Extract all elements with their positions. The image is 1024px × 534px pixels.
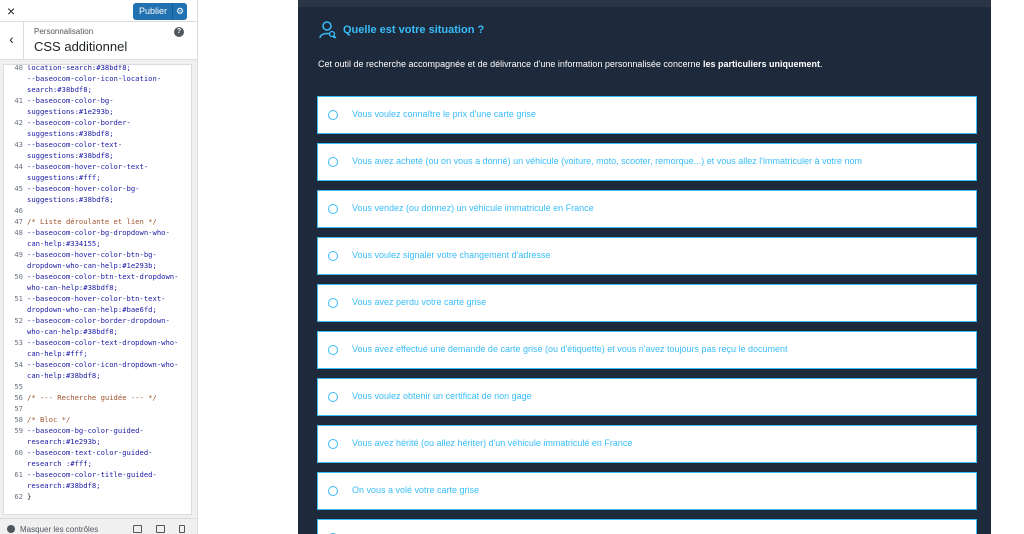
close-icon[interactable]: × [7,3,16,19]
situation-option-label: Vous voulez connaître le prix d'une carte grise [352,109,536,119]
code-text: location-search:#38bdf8; [27,64,131,72]
code-text: suggestions:#1e293b; [27,107,114,116]
line-number: 51 [14,294,23,303]
code-text: --baseocom-color-bg- [27,96,114,105]
situation-option[interactable] [317,96,977,134]
situation-option-label: Vous avez perdu votre carte grise [352,297,487,307]
code-text: suggestions:#38bdf8; [27,195,114,204]
code-text: who-can-help:#38bdf8; [27,283,118,292]
code-text: who-can-help:#38bdf8; [27,327,118,336]
customizer-footer [0,518,198,534]
line-number: 46 [14,206,23,215]
collapse-icon [7,525,15,533]
intro-text-end: . [820,59,823,69]
code-text: --baseocom-hover-color-btn-text- [27,294,166,303]
section-title: CSS additionnel [34,39,128,54]
code-text: --baseocom-hover-color-bg- [27,184,140,193]
situation-option-label: Vous avez acheté (ou on vous a donné) un véhicule (voiture, moto, scooter, remorque...) et vous allez l'immatriculer à votre nom [352,156,862,166]
radio-button[interactable] [328,298,338,308]
code-text: search:#38bdf8; [27,85,92,94]
code-text: --baseocom-text-color-guided- [27,448,153,457]
customizer-sidebar [0,0,198,534]
code-text: --baseocom-color-bg-dropdown-who- [27,228,170,237]
situation-title: Quelle est votre situation ? [343,24,485,36]
situation-option[interactable] [317,190,977,228]
situation-option-label: Vous avez hérité (ou allez hériter) d'un véhicule immatriculé en France [352,438,633,448]
intro-text-bold: les particuliers uniquement [702,59,820,69]
code-text: /* --- Recherche guidée --- */ [27,393,157,402]
situation-option-label: Vous vendez (ou donnez) un véhicule immatriculé en France [352,203,594,213]
line-number: 58 [14,415,23,424]
radio-button[interactable] [328,251,338,261]
line-number: 59 [14,426,23,435]
desktop-preview-icon[interactable] [133,525,142,533]
tablet-preview-icon[interactable] [156,525,165,533]
code-text: suggestions:#38bdf8; [27,151,114,160]
line-number: 53 [14,338,23,347]
code-text: --baseocom-color-title-guided- [27,470,157,479]
situation-option-label: On vous a volé votre carte grise [352,485,480,495]
code-text: --baseocom-color-border- [27,118,131,127]
line-number: 49 [14,250,23,259]
code-text: /* Liste déroulante et lien */ [27,217,157,226]
line-number: 60 [14,448,23,457]
code-text: --baseocom-color-border-dropdown- [27,316,170,325]
css-code-editor[interactable] [3,64,192,515]
situation-option[interactable] [317,472,977,510]
line-number: 41 [14,96,23,105]
code-text: research:#1e293b; [27,437,101,446]
back-icon[interactable]: ‹ [0,22,24,60]
publish-button-label: Publier [139,6,168,16]
radio-button[interactable] [328,486,338,496]
line-number: 44 [14,162,23,171]
radio-button[interactable] [328,110,338,120]
line-number: 56 [14,393,23,402]
situation-option[interactable] [317,378,977,416]
customizer-header [0,0,198,22]
line-number: 42 [14,118,23,127]
code-text: --baseocom-bg-color-guided- [27,426,144,435]
code-text: research:#38bdf8; [27,481,101,490]
section-header [0,22,198,60]
code-text: research :#fff; [27,459,92,468]
site-preview [298,0,991,534]
line-number: 55 [14,382,23,391]
code-text: --baseocom-color-btn-text-dropdown- [27,272,179,281]
line-number: 57 [14,404,23,413]
code-text: /* Bloc */ [27,415,71,424]
radio-button[interactable] [328,439,338,449]
situation-option-label: Vous voulez signaler votre changement d'adresse [352,250,551,260]
line-number: 52 [14,316,23,325]
code-text: suggestions:#38bdf8; [27,129,114,138]
code-text: dropdown-who-can-help:#bae6fd; [27,305,157,314]
intro-text [318,59,823,69]
situation-option[interactable] [317,425,977,463]
line-number: 43 [14,140,23,149]
code-text: --baseocom-hover-color-text- [27,162,149,171]
line-number: 48 [14,228,23,237]
code-text: suggestions:#fff; [27,173,101,182]
radio-button[interactable] [328,204,338,214]
gear-icon[interactable]: ⚙ [172,3,187,20]
situation-option[interactable] [317,284,977,322]
mobile-preview-icon[interactable] [179,525,185,533]
situation-option-label: Vous avez effectué une demande de carte grise (ou d'étiquette) et vous n'avez toujours pas reçu le document [352,344,788,354]
line-number: 54 [14,360,23,369]
code-text: } [27,492,32,501]
help-icon[interactable]: ? [174,27,184,37]
code-text: --baseocom-color-icon-location- [27,74,162,83]
situation-option[interactable] [317,331,977,369]
code-text: can-help:#38bdf8; [27,371,101,380]
code-text: --baseocom-hover-color-btn-bg- [27,250,157,259]
radio-button[interactable] [328,345,338,355]
situation-option-label: Vous voulez obtenir un certificat de non gage [352,391,532,401]
breadcrumb: Personnalisation [34,27,94,36]
line-number: 50 [14,272,23,281]
situation-option[interactable] [317,237,977,275]
intro-text-main: Cet outil de recherche accompagnée et de délivrance d'une information personnalisée concerne [318,59,703,69]
situation-option[interactable] [317,143,977,181]
code-text: can-help:#334155; [27,239,101,248]
code-text: can-help:#fff; [27,349,88,358]
publish-button[interactable] [133,3,187,20]
line-number: 47 [14,217,23,226]
line-number: 62 [14,492,23,501]
line-number: 61 [14,470,23,479]
line-number: 45 [14,184,23,193]
situation-option[interactable] [317,519,977,534]
radio-button[interactable] [328,392,338,402]
code-text: --baseocom-color-icon-dropdown-who- [27,360,179,369]
radio-button[interactable] [328,157,338,167]
hide-controls-button[interactable] [7,525,98,534]
user-search-icon [319,20,337,40]
line-number: 40 [14,64,23,72]
code-text: --baseocom-color-text- [27,140,123,149]
hide-controls-label: Masquer les contrôles [20,525,99,534]
code-text: dropdown-who-can-help:#1e293b; [27,261,157,270]
preview-top-bar [298,0,991,7]
code-text: --baseocom-color-text-dropdown-who- [27,338,179,347]
